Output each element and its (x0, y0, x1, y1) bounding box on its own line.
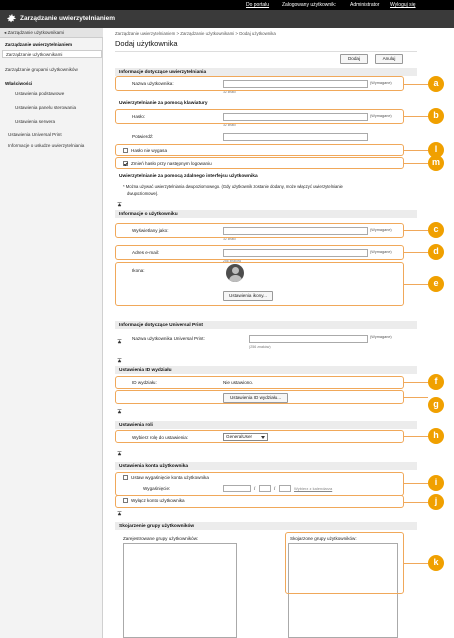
leader-h (404, 436, 428, 437)
password-note: 32 znaki (223, 123, 236, 127)
collapse-icon[interactable] (117, 358, 122, 363)
callout-k: k (428, 555, 444, 571)
expire-date-label: Wygaśnięcie: (143, 486, 171, 491)
callout-m: m (428, 155, 444, 171)
callout-a: a (428, 76, 444, 92)
section-groups: Skojarzenie grupy użytkowników (115, 522, 417, 530)
display-required: (Wymagane) (370, 228, 392, 232)
sidebar-item-panel[interactable]: Ustawienia panelu sterowania (15, 105, 77, 110)
section-auth-info: Informacje dotyczące uwierzytelniania (115, 68, 417, 76)
calendar-link[interactable]: Wybierz z kalendarza (294, 486, 333, 491)
leader-j (404, 502, 428, 503)
username-required: (Wymagane) (370, 81, 392, 85)
username-note: 32 znaki (223, 90, 236, 94)
callout-g: g (428, 397, 444, 413)
callout-f: f (428, 374, 444, 390)
title-divider (115, 51, 417, 52)
sidebar-item-basic[interactable]: Ustawienia podstawowe (15, 91, 65, 96)
email-note: 256 znaków (223, 259, 242, 263)
dept-id-settings-button[interactable]: Ustawienia ID wydziału... (223, 393, 288, 403)
subsection-remote-ui: Uwierzytelnianie za pomocą zdalnego interfejsu użytkownika (119, 174, 258, 179)
email-required: (Wymagane) (370, 250, 392, 254)
section-universal-print: Informacje dotyczące Universal Print (115, 321, 417, 329)
callout-i: i (428, 475, 444, 491)
up-username-label: Nazwa użytkownika Universal Print: (132, 336, 205, 341)
email-label: Adres e-mail: (132, 250, 160, 255)
dept-id-label: ID wydziału: (132, 380, 157, 385)
top-bar (0, 0, 454, 10)
add-button[interactable]: Dodaj (340, 54, 368, 64)
sidebar-back-link[interactable] (0, 28, 103, 38)
cancel-button[interactable]: Anuluj (375, 54, 403, 64)
portal-link[interactable]: Do portalu (246, 2, 270, 8)
callout-l: l (428, 142, 444, 158)
page-title: Dodaj użytkownika (115, 39, 178, 48)
leader-d (404, 252, 428, 253)
confirm-password-input[interactable] (223, 133, 368, 141)
leader-m (404, 163, 428, 164)
section-dept-id: Ustawienia ID wydziału (115, 366, 417, 374)
registered-groups-label: Zarejestrowane grupy użytkowników: (123, 536, 199, 541)
leader-e (404, 284, 428, 285)
section-role: Ustawienia roli (115, 421, 417, 429)
app-title-bar (0, 10, 454, 28)
callout-c: c (428, 222, 444, 238)
back-arrow-icon: ◂ (4, 30, 8, 35)
expire-sep-1: / (254, 486, 256, 491)
highlight-box-j (115, 495, 404, 508)
registered-groups-list[interactable] (123, 543, 237, 638)
highlight-box-d (115, 245, 404, 260)
role-label: Wybierz rolę do ustawienia: (132, 435, 189, 440)
highlight-box-k (285, 532, 404, 594)
up-username-input[interactable] (249, 335, 368, 343)
highlight-box-b (115, 109, 404, 124)
associated-groups-label: Skojarzone grupy użytkowników: (290, 536, 357, 541)
collapse-icon[interactable] (117, 409, 122, 414)
leader-g (404, 397, 428, 398)
leader-k (404, 563, 428, 564)
icon-label: Ikona: (132, 268, 145, 273)
callout-h: h (428, 428, 444, 444)
sidebar-item-groups[interactable]: Zarządzanie grupami użytkowników (5, 67, 78, 72)
sidebar (0, 28, 103, 638)
callout-d: d (428, 244, 444, 260)
role-select-value: GeneralUser (226, 434, 253, 439)
collapse-icon[interactable] (117, 339, 122, 344)
highlight-box-f (115, 376, 404, 389)
confirm-label: Potwierdź: (132, 134, 154, 139)
password-label: Hasło: (132, 114, 146, 119)
highlight-box-h (115, 430, 404, 443)
leader-f (404, 382, 428, 383)
display-note: 32 znaki (223, 237, 236, 241)
section-account: Ustawienia konta użytkownika (115, 462, 417, 470)
dept-id-value: Nie ustawiono. (223, 380, 254, 385)
sidebar-item-users[interactable]: Zarządzanie użytkownikami (2, 50, 102, 58)
sidebar-back-label: Zarządzanie użytkownikami (7, 30, 65, 35)
section-user-info: Informacje o użytkowniku (115, 210, 417, 218)
subsection-keyboard: Uwierzytelnianie za pomocą klawiatury (119, 101, 208, 106)
sidebar-header-auth: Zarządzanie uwierzytelnianiem (5, 42, 73, 47)
disable-account-label: Wyłącz konto użytkownika (131, 498, 185, 503)
highlight-box-c (115, 223, 404, 238)
sidebar-item-auth-info[interactable]: Informacje o usłudze uwierzytelniania (8, 143, 85, 148)
icon-settings-button[interactable]: Ustawienia ikony... (223, 291, 273, 301)
app-title: Zarządzanie uwierzytelnianiem (20, 15, 116, 22)
sidebar-header-properties: Właściwości (5, 81, 33, 86)
display-as-label: Wyświetlany jako: (132, 228, 169, 233)
highlight-box-e (115, 262, 404, 306)
sidebar-item-server[interactable]: Ustawienia serwera (15, 119, 56, 124)
leader-i (404, 483, 428, 484)
collapse-icon[interactable] (117, 451, 122, 456)
callout-b: b (428, 108, 444, 124)
highlight-box-m (115, 157, 404, 169)
remote-note-line1: * Można używać uwierzytelniania dwupoziomowego. (Gdy użytkownik zostanie dodany, może włączyć uwierzytelnianie (123, 184, 343, 189)
logged-user-label: Zalogowany użytkownik: (282, 2, 337, 8)
breadcrumb: Zarządzanie uwierzytelnianiem > Zarządzanie użytkownikami > Dodaj użytkownika (115, 31, 276, 36)
expire-sep-2: / (274, 486, 276, 491)
highlight-box-i (115, 472, 404, 496)
logout-link[interactable]: Wyloguj się (390, 2, 416, 8)
leader-a (404, 84, 428, 85)
gear-icon (6, 13, 17, 24)
change-password-label: Zmień hasło przy następnym logowaniu (131, 161, 212, 166)
sidebar-item-universal-print[interactable]: Ustawienia Universal Print (8, 132, 62, 137)
username-label: Nazwa użytkownika: (132, 81, 174, 86)
logged-user-name: Administrator (350, 2, 380, 8)
up-required: (Wymagane) (370, 335, 392, 339)
leader-l (404, 150, 428, 151)
callout-e: e (428, 276, 444, 292)
expire-account-label: Ustaw wygaśnięcie konta użytkownika (131, 475, 209, 480)
up-note: (256 znaków) (249, 345, 271, 349)
collapse-icon[interactable] (117, 202, 122, 207)
highlight-box-g (115, 390, 404, 404)
no-expire-label: Hasło nie wygasa (131, 148, 168, 153)
collapse-icon[interactable] (117, 511, 122, 516)
password-required: (Wymagane) (370, 114, 392, 118)
highlight-box-l (115, 144, 404, 156)
remote-note-line2: dwupoziomowe). (127, 191, 159, 196)
leader-c (404, 230, 428, 231)
highlight-box-a (115, 76, 404, 91)
callout-j: j (428, 494, 444, 510)
leader-b (404, 116, 428, 117)
